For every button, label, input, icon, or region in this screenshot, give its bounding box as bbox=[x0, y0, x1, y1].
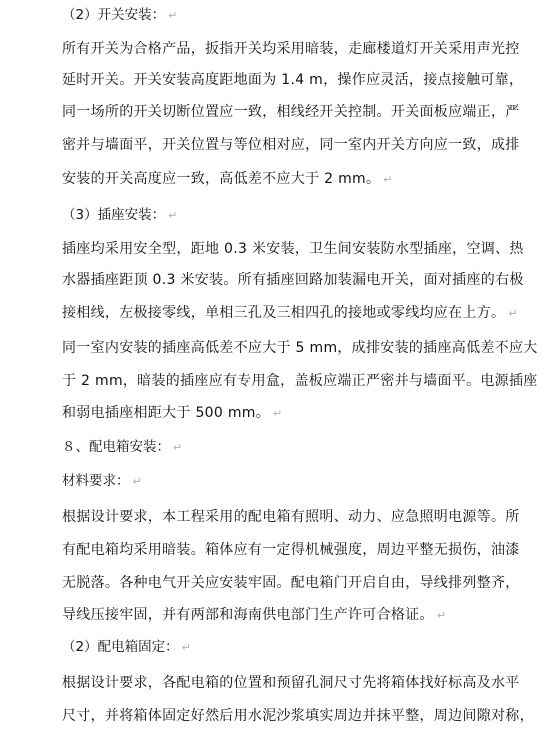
text-line: 和弱电插座相距大于 500 mm。 ↵ bbox=[62, 405, 283, 421]
paragraph-mark: ↵ bbox=[508, 307, 518, 320]
text-line: 所有开关为合格产品，扳指开关均采用暗装，走廊楼道灯开关采用声光控 bbox=[62, 41, 520, 57]
paragraph-mark: ↵ bbox=[273, 407, 283, 420]
text-line: 密并与墙面平，开关位置与等位相对应，同一室内开关方向应一致，成排 bbox=[62, 137, 520, 153]
section-heading-switch-install: （2）开关安装： ↵ bbox=[62, 7, 178, 23]
text-line: 根据设计要求，本工程采用的配电箱有照明、动力、应急照明电源等。所 bbox=[62, 509, 520, 525]
paragraph-mark: ↵ bbox=[383, 173, 393, 186]
text-line: 水器插座距顶 0.3 米安装。所有插座回路加装漏电开关，面对插座的右极 bbox=[62, 272, 524, 288]
text-line: 导线压接牢固，并有两部和海南供电部门生产许可合格证。 ↵ bbox=[62, 607, 447, 623]
text-line: 延时开关。开关安装高度距地面为 1.4 m，操作应灵活，接点接触可靠， bbox=[62, 72, 524, 88]
text-line: 于 2 mm，暗装的插座应有专用盒，盖板应端正严密并与墙面平。电源插座 bbox=[62, 373, 538, 389]
text-line: 同一室内安装的插座高低差不应大于 5 mm，成排安装的插座高低差不应大 bbox=[62, 340, 538, 356]
section-heading-box-fixing: （2）配电箱固定： ↵ bbox=[62, 639, 191, 655]
text-line: 尺寸，并将箱体固定好然后用水泥沙浆填实周边并抹平整，周边间隙对称， bbox=[62, 708, 534, 724]
paragraph-mark: ↵ bbox=[132, 475, 142, 488]
paragraph-mark: ↵ bbox=[168, 209, 178, 222]
text-line: 同一场所的开关切断位置应一致，相线经开关控制。开关面板应端正，严 bbox=[62, 104, 520, 120]
text-line: 根据设计要求，各配电箱的位置和预留孔洞尺寸先将箱体找好标高及水平 bbox=[62, 675, 520, 691]
text-line: 无脱落。各种电气开关应安装牢固。配电箱门开启自由，导线排列整齐， bbox=[62, 575, 520, 591]
paragraph-mark: ↵ bbox=[168, 9, 178, 22]
section-heading-socket-install: （3）插座安装： ↵ bbox=[62, 207, 178, 223]
section-heading-material-requirements: 材料要求： ↵ bbox=[62, 473, 142, 489]
section-heading-distribution-box: ８、配电箱安装： ↵ bbox=[62, 439, 183, 455]
text-line: 接相线，左极接零线，单相三孔及三相四孔的接地或零线均应在上方。 ↵ bbox=[62, 305, 518, 321]
paragraph-mark: ↵ bbox=[173, 441, 183, 454]
text-line: 插座均采用安全型，距地 0.3 米安装，卫生间安装防水型插座，空调、热 bbox=[62, 241, 524, 257]
paragraph-mark: ↵ bbox=[436, 609, 447, 622]
text-line: 安装的开关高度应一致，高低差不应大于 2 mm。 ↵ bbox=[62, 171, 393, 187]
paragraph-mark: ↵ bbox=[181, 641, 191, 654]
text-line: 有配电箱均采用暗装。箱体应有一定得机械强度，周边平整无损伤，油漆 bbox=[62, 542, 520, 558]
